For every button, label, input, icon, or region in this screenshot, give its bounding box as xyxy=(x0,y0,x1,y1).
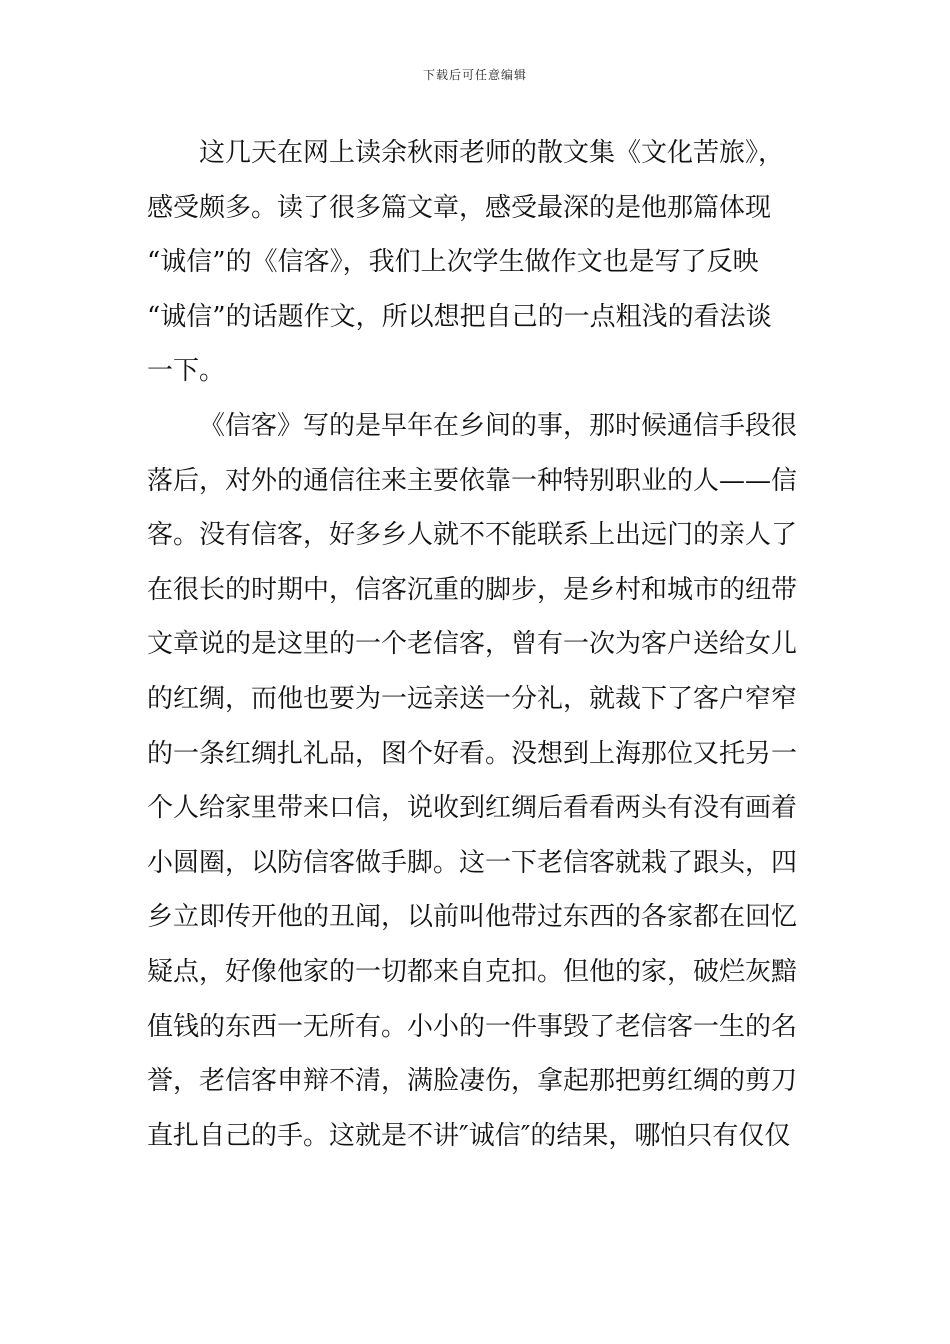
text-line: 誉，老信客申辩不清，满脸凄伤，拿起那把剪红绸的剪刀 xyxy=(147,1066,798,1097)
text-line: 直扎自己的手。这就是不讲″诚信″的结果，哪怕只有仅仅 xyxy=(147,1120,791,1151)
text-line: “诚信”的话题作文，所以想把自己的一点粗浅的看法谈 xyxy=(147,301,772,332)
text-line: 一下。 xyxy=(147,356,226,387)
text-line: 客。没有信客，好多乡人就不不能联系上出远门的亲人了 xyxy=(147,520,798,551)
text-line: 小圆圈，以防信客做手脚。这一下老信客就栽了跟头，四 xyxy=(147,847,798,878)
text-line: 感受颇多。读了很多篇文章，感受最深的是他那篇体现 xyxy=(147,192,772,223)
text-line: 文章说的是这里的一个老信客，曾有一次为客户送给女儿 xyxy=(147,629,798,660)
text-line: 的一条红绸扎礼品，图个好看。没想到上海那位又托另一 xyxy=(147,738,798,769)
text-line: “诚信”的《信客》，我们上次学生做作文也是写了反映 xyxy=(147,247,759,278)
text-line: 《信客》写的是早年在乡间的事，那时候通信手段很 xyxy=(199,410,798,441)
text-line: 疑点，好像他家的一切都来自克扣。但他的家，破烂灰黯 xyxy=(147,956,798,987)
text-line: 个人给家里带来口信，说收到红绸后看看两头有没有画着 xyxy=(147,793,798,824)
text-line: 乡立即传开他的丑闻，以前叫他带过东西的各家都在回忆 xyxy=(147,902,798,933)
text-line: 值钱的东西一无所有。小小的一件事毁了老信客一生的名 xyxy=(147,1011,798,1042)
text-line: 落后，对外的通信往来主要依靠一种特别职业的人——信 xyxy=(147,465,798,496)
text-line: 在很长的时期中，信客沉重的脚步，是乡村和城市的纽带 xyxy=(147,574,798,605)
text-line: 这几天在网上读余秋雨老师的散文集《文化苦旅》， xyxy=(199,138,785,168)
text-line: 的红绸，而他也要为一远亲送一分礼，就裁下了客户窄窄 xyxy=(147,683,798,714)
body-text xyxy=(147,130,807,1167)
header-note: 下载后可任意编辑 xyxy=(422,68,527,82)
